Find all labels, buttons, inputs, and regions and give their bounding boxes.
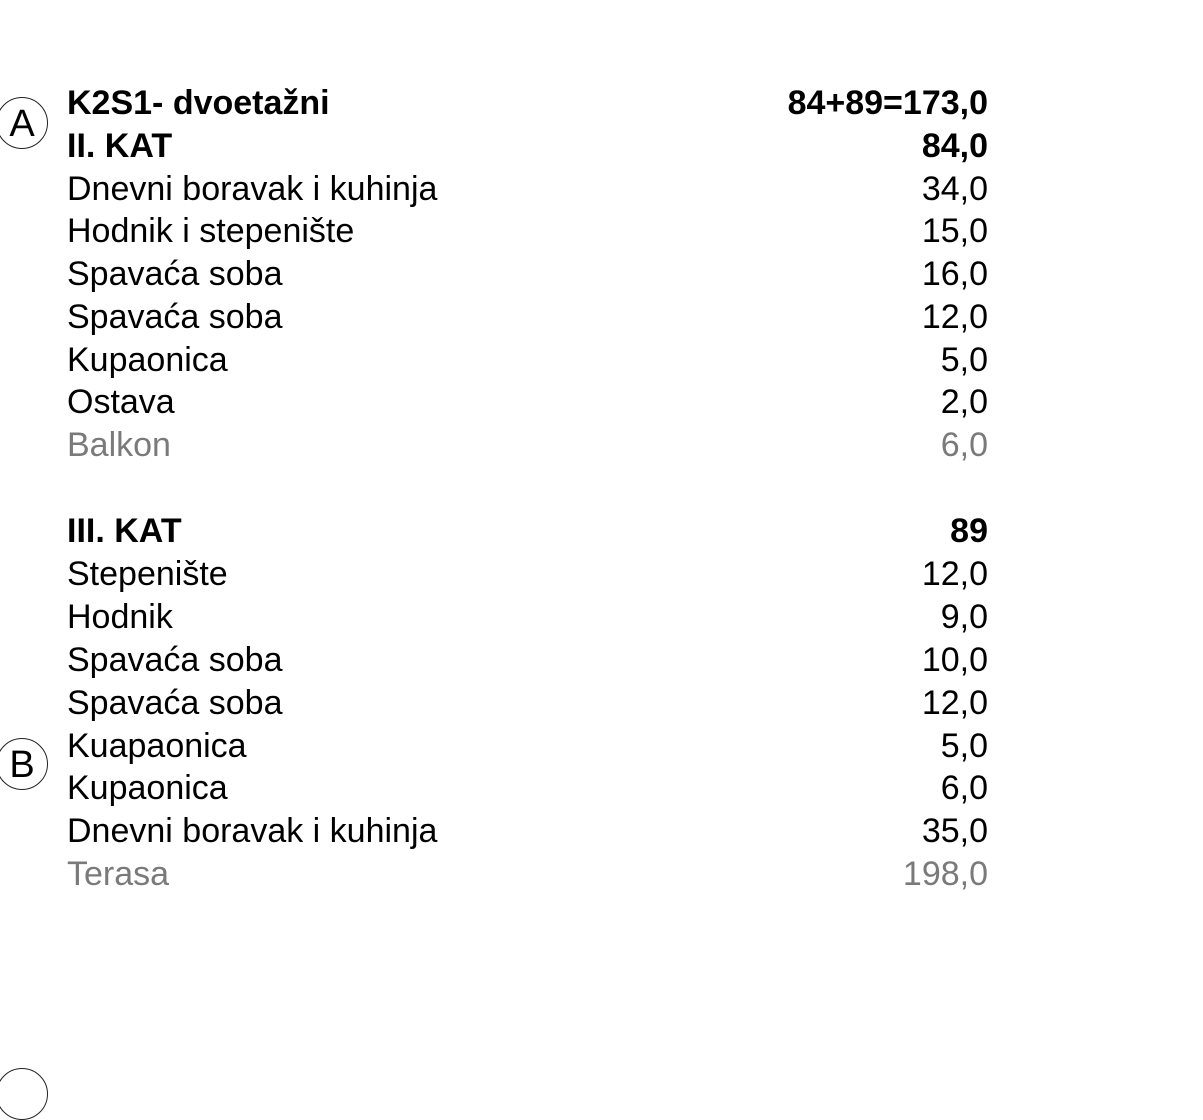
section-marker-b: B xyxy=(0,738,48,790)
section-marker xyxy=(0,1068,48,1120)
room-row xyxy=(67,639,988,682)
room-area: 6,0 xyxy=(940,426,988,464)
room-row xyxy=(67,682,988,725)
room-area: 34,0 xyxy=(921,170,988,208)
room-area: 84+89=173,0 xyxy=(787,84,988,122)
room-area: 35,0 xyxy=(921,812,988,850)
room-name: Spavaća soba xyxy=(67,298,283,336)
room-area: 84,0 xyxy=(921,127,988,165)
room-name: Stepenište xyxy=(67,555,228,593)
room-name: III. KAT xyxy=(67,512,182,550)
room-row xyxy=(67,210,988,253)
room-area: 12,0 xyxy=(921,684,988,722)
section-header-row xyxy=(67,510,988,553)
room-name: Hodnik xyxy=(67,598,173,636)
room-row xyxy=(67,596,988,639)
room-area: 16,0 xyxy=(921,255,988,293)
room-name: Dnevni boravak i kuhinja xyxy=(67,170,438,208)
room-row xyxy=(67,296,988,339)
room-area: 12,0 xyxy=(921,298,988,336)
room-row xyxy=(67,424,988,467)
section-header-row xyxy=(67,125,988,168)
room-row xyxy=(67,253,988,296)
room-row xyxy=(67,725,988,768)
room-name: K2S1- dvoetažni xyxy=(67,84,330,122)
room-area: 2,0 xyxy=(940,383,988,421)
room-row xyxy=(67,381,988,424)
room-name: Terasa xyxy=(67,855,170,893)
room-area: 6,0 xyxy=(940,769,988,807)
room-row xyxy=(67,853,988,896)
room-area: 89 xyxy=(950,512,988,550)
room-row xyxy=(67,168,988,211)
room-area: 10,0 xyxy=(921,641,988,679)
room-area: 12,0 xyxy=(921,555,988,593)
section-marker-a: A xyxy=(0,97,48,149)
room-row xyxy=(67,767,988,810)
section-header-row xyxy=(67,82,988,125)
room-name: Kupaonica xyxy=(67,341,228,379)
room-name: Spavaća soba xyxy=(67,641,283,679)
room-area: 15,0 xyxy=(921,212,988,250)
room-name: Spavaća soba xyxy=(67,684,283,722)
room-row xyxy=(67,339,988,382)
room-area: 5,0 xyxy=(940,341,988,379)
room-area: 9,0 xyxy=(940,598,988,636)
room-name: II. KAT xyxy=(67,127,173,165)
room-area: 5,0 xyxy=(940,727,988,765)
room-name: Hodnik i stepenište xyxy=(67,212,355,250)
room-name: Balkon xyxy=(67,426,171,464)
room-row xyxy=(67,553,988,596)
room-name: Kupaonica xyxy=(67,769,228,807)
room-name: Spavaća soba xyxy=(67,255,283,293)
room-name: Kuapaonica xyxy=(67,727,247,765)
room-name: Ostava xyxy=(67,383,175,421)
room-name: Dnevni boravak i kuhinja xyxy=(67,812,438,850)
room-row xyxy=(67,810,988,853)
room-area: 198,0 xyxy=(902,855,988,893)
